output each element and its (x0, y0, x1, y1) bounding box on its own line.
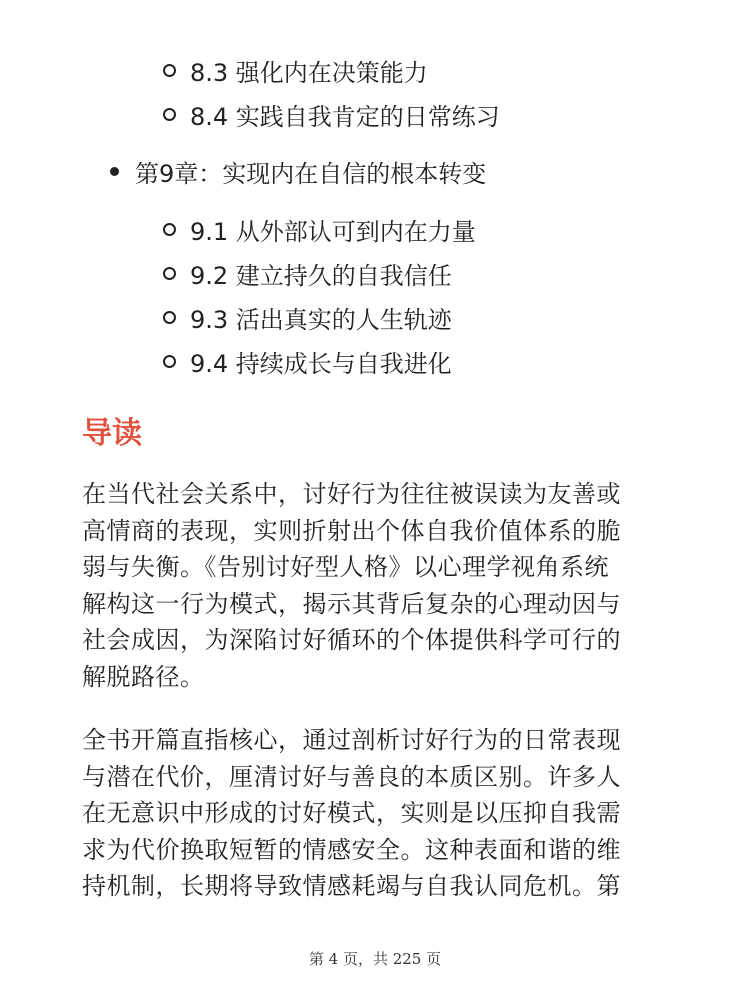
toc-sub-item-label: 9.4 持续成长与自我进化 (190, 349, 452, 378)
toc-sub-item-label: 9.1 从外部认可到内在力量 (190, 217, 476, 246)
page-number-footer: 第 4 页，共 225 页 (308, 950, 442, 968)
paragraph-line: 与潜在代价，厘清讨好与善良的本质区别。许多人 (82, 762, 621, 791)
toc-chapter-9[interactable] (110, 151, 486, 191)
hollow-circle-bullet-icon (163, 108, 176, 121)
toc-sub-item[interactable] (163, 341, 452, 381)
hollow-circle-bullet-icon (163, 223, 176, 236)
hollow-circle-bullet-icon (163, 355, 176, 368)
toc-sub-item[interactable] (163, 50, 428, 90)
intro-paragraph-2 (82, 722, 672, 905)
filled-circle-bullet-icon (110, 167, 119, 176)
paragraph-line: 全书开篇直指核心，通过剖析讨好行为的日常表现 (82, 726, 621, 754)
toc-sub-item-label: 8.4 实践自我肯定的日常练习 (190, 102, 500, 131)
toc-sub-item[interactable] (163, 253, 452, 293)
paragraph-line: 高情商的表现，实则折射出个体自我价值体系的脆 (82, 516, 621, 545)
toc-sub-item-label: 9.3 活出真实的人生轨迹 (190, 305, 452, 334)
hollow-circle-bullet-icon (163, 267, 176, 280)
toc-chapter-label: 第9章：实现内在自信的根本转变 (135, 159, 487, 188)
paragraph-line: 解构这一行为模式，揭示其背后复杂的心理动因与 (82, 589, 621, 618)
toc-sub-item-label: 8.3 强化内在决策能力 (190, 58, 428, 87)
toc-sub-item[interactable] (163, 94, 500, 134)
paragraph-line: 社会成因，为深陷讨好循环的个体提供科学可行的 (82, 626, 621, 655)
toc-sub-item-label: 9.2 建立持久的自我信任 (190, 261, 452, 290)
intro-paragraph-1 (82, 476, 672, 696)
toc-sub-item[interactable] (163, 209, 476, 249)
hollow-circle-bullet-icon (163, 311, 176, 324)
paragraph-line: 在无意识中形成的讨好模式，实则是以压抑自我需 (82, 799, 621, 828)
toc-sub-item[interactable] (163, 297, 452, 337)
paragraph-line: 持机制，长期将导致情感耗竭与自我认同危机。第 (82, 872, 621, 901)
paragraph-line: 求为代价换取短暂的情感安全。这种表面和谐的维 (82, 835, 621, 864)
paragraph-line: 解脱路径。 (82, 662, 205, 691)
paragraph-line: 在当代社会关系中，讨好行为往往被误读为友善或 (82, 480, 621, 508)
section-title-intro: 导读 (82, 416, 142, 451)
paragraph-line: 弱与失衡。《告别讨好型人格》以心理学视角系统 (82, 553, 609, 582)
hollow-circle-bullet-icon (163, 64, 176, 77)
